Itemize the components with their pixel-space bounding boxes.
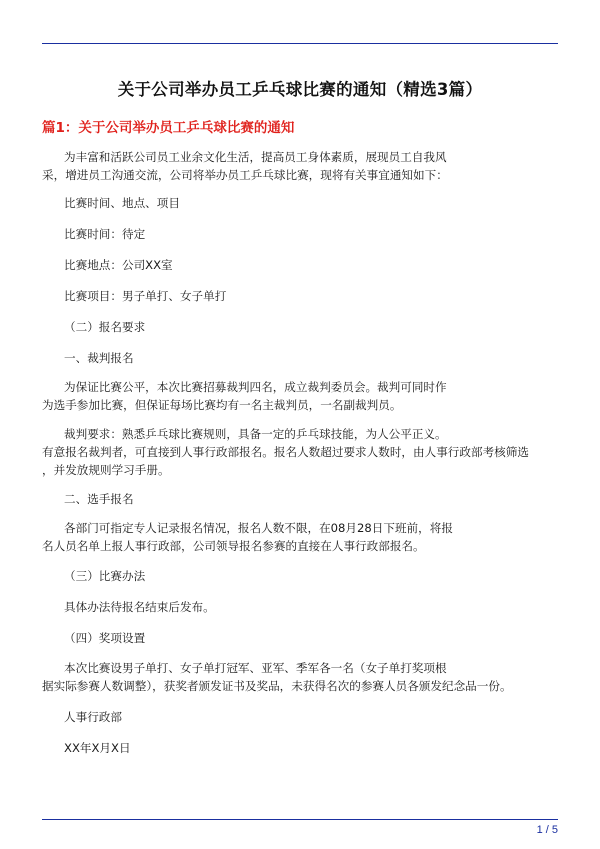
header-rule: [42, 43, 558, 44]
paragraph-line: 裁判要求：熟悉乒乓球比赛规则，具备一定的乒乓球技能，为人公平正义。: [64, 427, 447, 441]
paragraph-line: （四）奖项设置: [64, 631, 146, 645]
paragraph-line: （二）报名要求: [64, 320, 146, 334]
paragraph-line: 名人员名单上报人事行政部，公司领导报名参赛的直接在人事行政部报名。: [42, 539, 425, 553]
document-title: 关于公司举办员工乒乓球比赛的通知（精选3篇）: [117, 80, 483, 99]
paragraph-line: 比赛时间、地点、项目: [64, 196, 180, 210]
paragraph-line: 一、裁判报名: [64, 351, 134, 365]
section-title: 篇1：关于公司举办员工乒乓球比赛的通知: [42, 120, 295, 136]
paragraph-line: 比赛项目：男子单打、女子单打: [64, 289, 227, 303]
signature-department: 人事行政部: [64, 710, 122, 724]
signature-date: XX年X月X日: [64, 741, 131, 755]
paragraph-line: 为保证比赛公平，本次比赛招募裁判四名，成立裁判委员会。裁判可同时作: [64, 380, 447, 394]
paragraph-line: 具体办法待报名结束后发布。: [64, 600, 215, 614]
footer-rule: [42, 819, 558, 820]
paragraph-line: 有意报名裁判者，可直接到人事行政部报名。报名人数超过要求人数时，由人事行政部考核筛选: [42, 445, 529, 459]
paragraph-line: 据实际参赛人数调整），获奖者颁发证书及奖品，未获得名次的参赛人员各颁发纪念品一份。: [42, 679, 512, 693]
paragraph-line: ，并发放规则学习手册。: [42, 463, 170, 477]
paragraph-line: 比赛地点：公司XX室: [64, 258, 173, 272]
paragraph-line: 为选手参加比赛，但保证每场比赛均有一名主裁判员，一名副裁判员。: [42, 398, 402, 412]
paragraph-line: 为丰富和活跃公司员工业余文化生活，提高员工身体素质，展现员工自我风: [64, 150, 447, 164]
paragraph-line: 二、选手报名: [64, 492, 134, 506]
paragraph-line: 采，增进员工沟通交流，公司将举办员工乒乓球比赛，现将有关事宜通知如下：: [42, 168, 448, 182]
page-indicator: 1 / 5: [536, 824, 558, 836]
paragraph-line: （三）比赛办法: [64, 569, 146, 583]
paragraph-line: 比赛时间：待定: [64, 227, 146, 241]
paragraph-line: 本次比赛设男子单打、女子单打冠军、亚军、季军各一名（女子单打奖项根: [64, 661, 447, 675]
paragraph-line: 各部门可指定专人记录报名情况，报名人数不限，在08月28日下班前，将报: [64, 521, 453, 535]
